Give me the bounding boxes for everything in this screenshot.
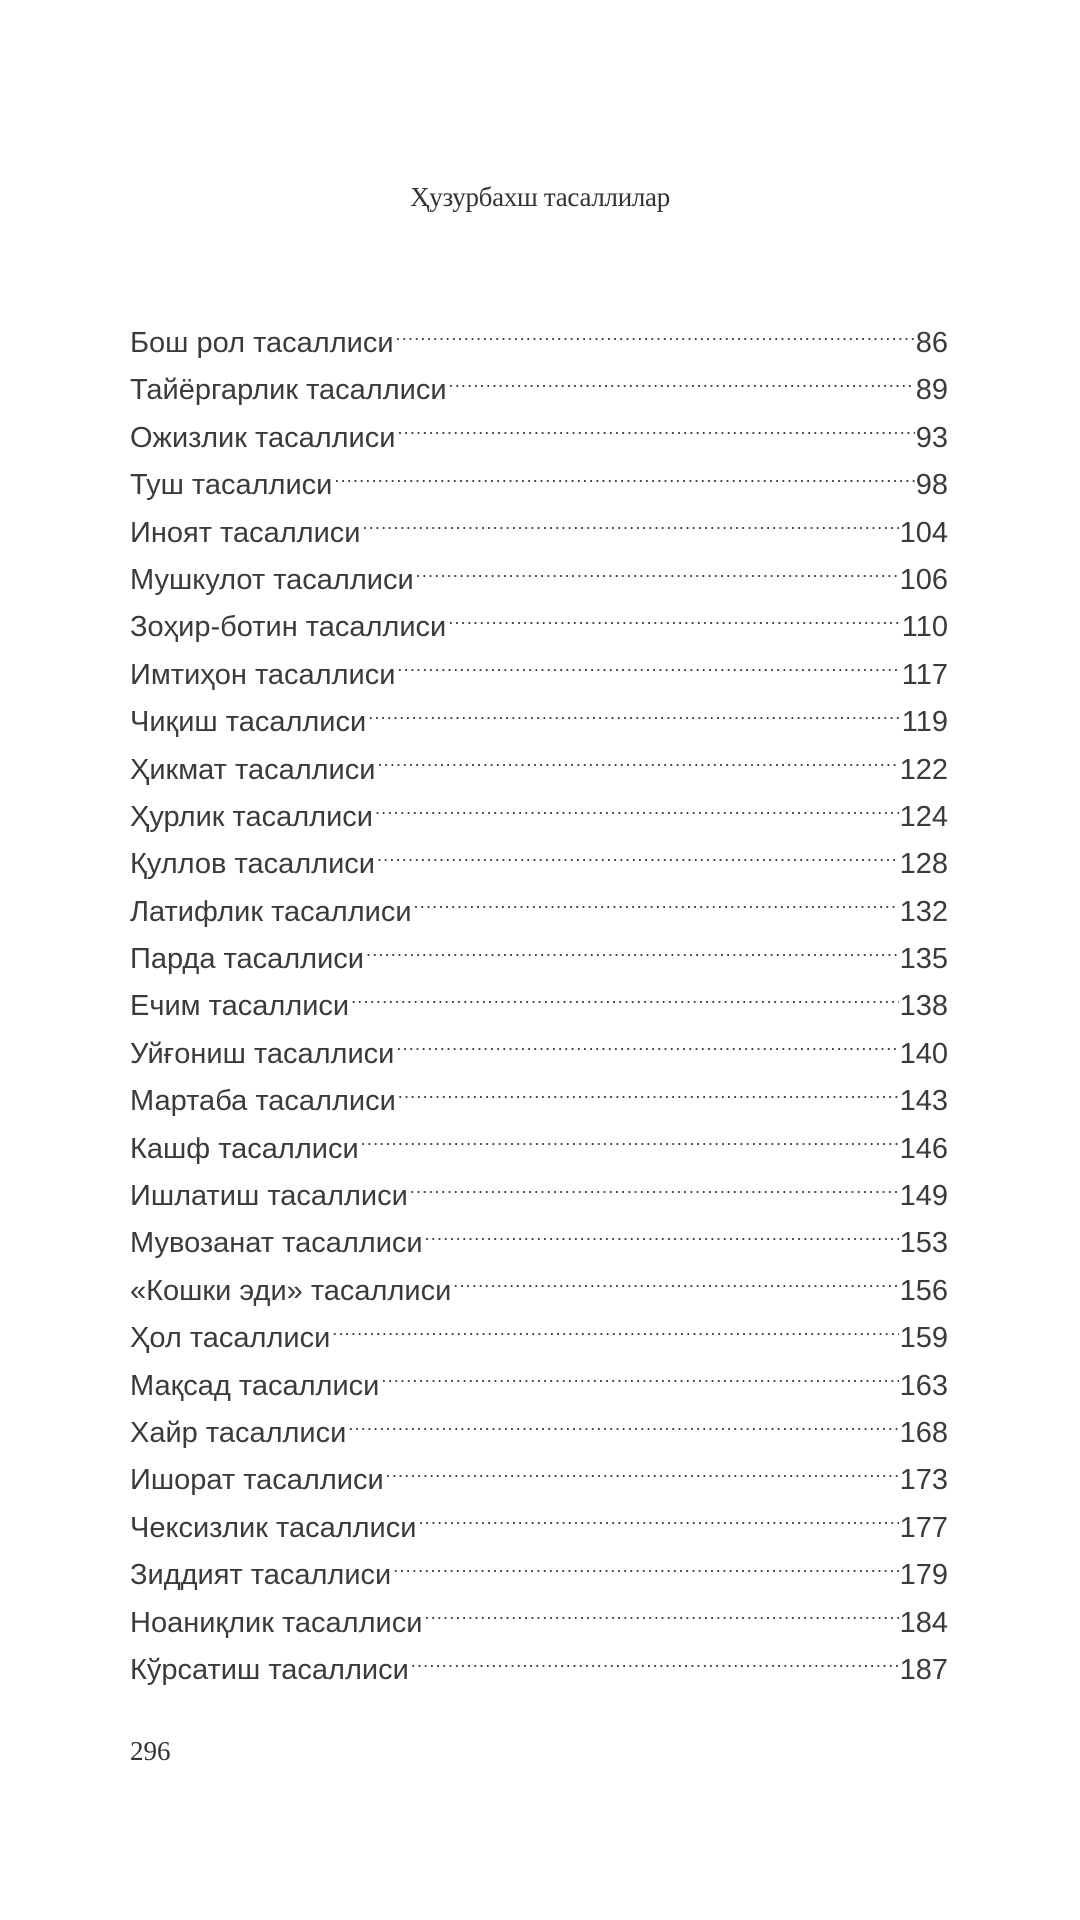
toc-entry[interactable] [130, 462, 948, 509]
toc-entry-page: 187 [899, 1653, 948, 1686]
toc-entry[interactable] [130, 1315, 948, 1362]
toc-entry-title: Иноят тасаллиси [130, 516, 361, 549]
page-number: 296 [130, 1736, 171, 1766]
toc-entry[interactable] [130, 1505, 948, 1552]
toc-entry-page: 173 [899, 1464, 948, 1497]
toc-entry-title: Латифлик тасаллиси [130, 895, 412, 928]
toc-entry-page: 159 [899, 1322, 948, 1355]
toc-entry-title: Ноаниқлик тасаллиси [130, 1606, 423, 1639]
toc-entry[interactable] [130, 1457, 948, 1504]
toc-entry[interactable] [130, 1363, 948, 1410]
dot-leader [396, 323, 915, 352]
toc-entry[interactable] [130, 889, 948, 936]
toc-entry-page: 106 [899, 563, 948, 596]
toc-entry-page: 179 [899, 1559, 948, 1592]
toc-entry[interactable] [130, 794, 948, 841]
dot-leader [453, 1271, 898, 1300]
toc-entry-page: 93 [915, 421, 948, 454]
dot-leader [351, 986, 899, 1015]
dot-leader [386, 1460, 899, 1489]
toc-entry[interactable] [130, 1410, 948, 1457]
toc-entry-page: 156 [899, 1274, 948, 1307]
toc-entry-page: 86 [915, 327, 948, 359]
running-head: Ҳузурбахш тасаллилар [410, 182, 670, 212]
toc-entry[interactable] [130, 1031, 948, 1078]
toc-entry[interactable] [130, 747, 948, 794]
toc-entry[interactable] [130, 415, 948, 462]
toc-entry-page: 138 [899, 990, 948, 1023]
toc-entry-page: 117 [901, 658, 948, 691]
dot-leader [377, 750, 898, 779]
dot-leader [396, 1034, 898, 1063]
dot-leader [366, 939, 899, 968]
toc-entry-title: Мартаба тасаллиси [130, 1085, 396, 1118]
toc-entry-title: Ҳол тасаллиси [130, 1322, 331, 1355]
dot-leader [448, 607, 901, 636]
toc-entry-page: 177 [899, 1511, 948, 1544]
dot-leader [368, 702, 901, 731]
toc-entry-title: Зиддият тасаллиси [130, 1559, 392, 1592]
dot-leader [397, 655, 900, 684]
toc-entry-page: 149 [899, 1180, 948, 1213]
toc-entry-page: 184 [899, 1606, 948, 1639]
toc-entry-title: Мақсад тасаллиси [130, 1369, 380, 1402]
toc-entry-page: 135 [899, 943, 948, 976]
toc-entry-title: Ожизлик тасаллиси [130, 421, 396, 454]
toc-entry-page: 119 [901, 706, 948, 739]
toc-entry-page: 163 [899, 1369, 948, 1402]
toc-entry[interactable] [130, 1078, 948, 1125]
dot-leader [398, 1081, 899, 1110]
dot-leader [397, 418, 914, 447]
toc-entry[interactable] [130, 557, 948, 604]
toc-entry-title: «Кошки эди» тасаллиси [130, 1274, 452, 1307]
dot-leader [424, 1603, 898, 1632]
toc-entry-page: 143 [899, 1085, 948, 1118]
toc-entry-title: Туш тасаллиси [130, 469, 333, 502]
toc-entry[interactable] [130, 841, 948, 888]
toc-entry-title: Зоҳир-ботин тасаллиси [130, 611, 447, 644]
toc-entry-title: Ишлатиш тасаллиси [130, 1180, 408, 1213]
dot-leader [416, 560, 899, 589]
toc-entry-title: Ечим тасаллиси [130, 990, 350, 1023]
toc-entry[interactable] [130, 1126, 948, 1173]
dot-leader [381, 1366, 898, 1395]
dot-leader [411, 1650, 899, 1679]
toc-entry[interactable] [130, 510, 948, 557]
dot-leader [393, 1555, 898, 1584]
dot-leader [375, 797, 899, 826]
toc-entry[interactable] [130, 936, 948, 983]
toc-entry-title: Чексизлик тасаллиси [130, 1511, 417, 1544]
dot-leader [363, 513, 899, 542]
toc-entry[interactable] [130, 1552, 948, 1599]
toc-entry[interactable] [130, 1647, 948, 1694]
toc-entry-title: Ҳурлик тасаллиси [130, 800, 373, 833]
toc-entry-title: Мувозанат тасаллиси [130, 1227, 423, 1260]
toc-entry-title: Кўрсатиш тасаллиси [130, 1653, 409, 1686]
dot-leader [348, 1413, 898, 1442]
dot-leader [449, 370, 915, 399]
toc-entry[interactable] [130, 652, 948, 699]
toc-entry-page: 122 [899, 753, 948, 786]
toc-entry[interactable] [130, 699, 948, 746]
toc-entry-page: 128 [899, 848, 948, 881]
toc-entry[interactable] [130, 367, 948, 414]
toc-entry-page: 124 [899, 800, 948, 833]
toc-entry-title: Ишорат тасаллиси [130, 1464, 384, 1497]
toc-entry-title: Мушкулот тасаллиси [130, 563, 414, 596]
toc-entry-title: Ҳикмат тасаллиси [130, 753, 376, 786]
toc-entry-title: Кашф тасаллиси [130, 1132, 359, 1165]
dot-leader [425, 1223, 899, 1252]
toc-entry[interactable] [130, 320, 948, 367]
dot-leader [418, 1508, 898, 1537]
toc-entry[interactable] [130, 1600, 948, 1647]
toc-entry-page: 153 [899, 1227, 948, 1260]
dot-leader [410, 1176, 899, 1205]
toc-entry[interactable] [130, 1268, 948, 1315]
dot-leader [332, 1318, 898, 1347]
toc-entry-page: 146 [899, 1132, 948, 1165]
toc-entry[interactable] [130, 1173, 948, 1220]
toc-entry-page: 104 [899, 516, 948, 549]
table-of-contents [130, 320, 948, 1694]
toc-entry-title: Хайр тасаллиси [130, 1416, 347, 1449]
toc-entry-page: 168 [899, 1416, 948, 1449]
toc-entry[interactable] [130, 1220, 948, 1267]
toc-entry-page: 132 [899, 895, 948, 928]
dot-leader [334, 465, 914, 494]
toc-entry[interactable] [130, 604, 948, 651]
dot-leader [361, 1129, 899, 1158]
toc-entry-title: Тайёргарлик тасаллиси [130, 374, 447, 407]
toc-entry[interactable] [130, 983, 948, 1030]
toc-entry-page: 98 [915, 469, 948, 502]
toc-entry-title: Чиқиш тасаллиси [130, 706, 367, 739]
toc-entry-title: Уйғониш тасаллиси [130, 1037, 395, 1070]
toc-entry-title: Бош рол тасаллиси [130, 327, 394, 359]
toc-entry-page: 110 [901, 611, 948, 644]
toc-entry-page: 89 [915, 374, 948, 407]
toc-entry-page: 140 [899, 1037, 948, 1070]
toc-entry-title: Парда тасаллиси [130, 943, 364, 976]
dot-leader [377, 844, 899, 873]
toc-entry-title: Имтиҳон тасаллиси [130, 658, 396, 691]
dot-leader [414, 892, 899, 921]
toc-entry-title: Қуллов тасаллиси [130, 848, 375, 881]
